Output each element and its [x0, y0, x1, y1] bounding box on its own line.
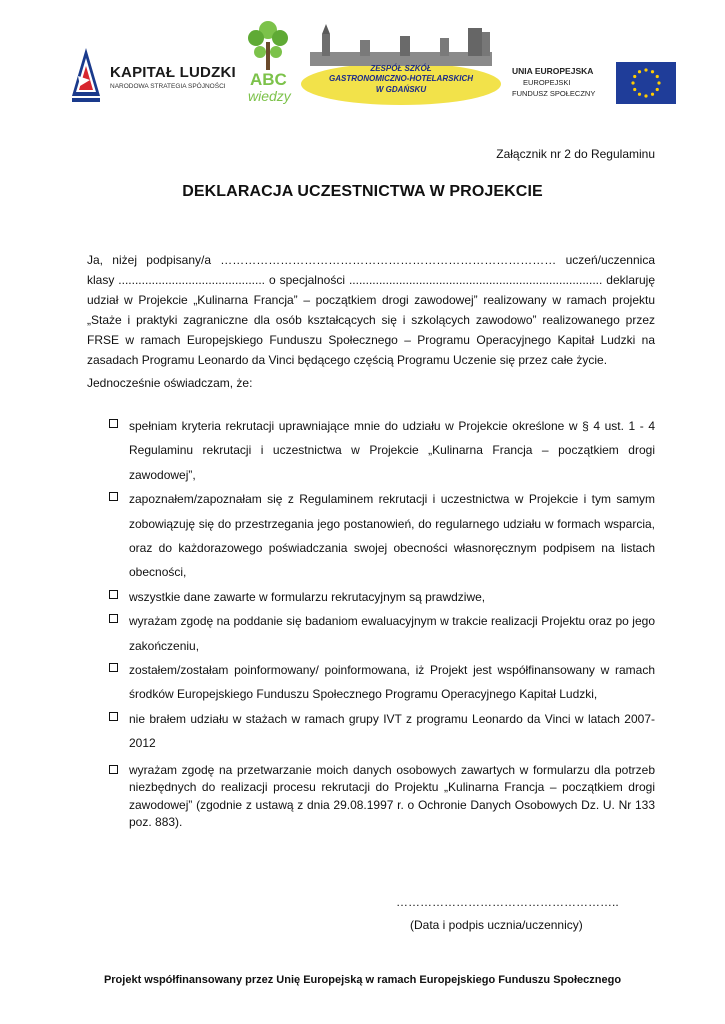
eu-star-icon [633, 75, 636, 78]
kapital-ludzki-logo [70, 46, 240, 106]
list-item [103, 609, 655, 658]
eu-star-icon [651, 70, 654, 73]
list-item [103, 487, 655, 585]
statement-lead: Jednocześnie oświadczam, że: [87, 376, 253, 390]
list-item [103, 762, 655, 832]
list-item-text: wyrażam zgodę na poddanie się badaniom ewaluacyjnym w trakcie realizacji Projektu oraz po jego zakończeniu, [129, 614, 655, 653]
list-item-text: spełniam kryteria rekrutacji uprawniające mnie do udziału w Projekcie określone w § 4 ust. 1 - 4 Regulaminu rekrutacji i uczestnictwa w Projekcie „Kulinarna Francja – początkiem drogi zawodowej”, [129, 419, 655, 482]
list-item [103, 414, 655, 487]
eu-star-icon [656, 75, 659, 78]
eu-line2: EUROPEJSKI [523, 78, 571, 87]
eu-star-icon [657, 81, 660, 84]
checkbox[interactable] [109, 590, 118, 599]
list-item-text: zapoznałem/zapoznałam się z Regulaminem rekrutacji i uczestnictwa w Projekcie i tym samym zobowiązuję się do przestrzegania jego postanowień, do regularnego udziału w formach wsparcia, oraz do każdorazowego poświadczania swojej obecności własnoręcznym podpisem na listach obecności, [129, 492, 655, 580]
abc-wiedzy-word: wiedzy [248, 88, 291, 104]
signature-label: (Data i podpis ucznia/uczennicy) [410, 918, 583, 932]
eu-star-icon [644, 94, 647, 97]
list-item [103, 658, 655, 707]
checkbox[interactable] [109, 663, 118, 672]
eu-star-icon [631, 81, 634, 84]
eu-star-icon [656, 88, 659, 91]
eu-star-icon [638, 93, 641, 96]
kapital-ludzki-mark [70, 46, 102, 104]
page-title: DEKLARACJA UCZESTNICTWA W PROJEKCIE [182, 183, 543, 200]
eu-star-icon [633, 88, 636, 91]
checkbox[interactable] [109, 614, 118, 623]
list-item-text: wszystkie dane zawarte w formularzu rekrutacyjnym są prawdziwe, [129, 589, 486, 604]
eu-line3: FUNDUSZ SPOŁECZNY [512, 89, 596, 98]
list-item [103, 707, 655, 756]
list-item-text: zostałem/zostałam poinformowany/ poinformowana, iż Projekt jest współfinansowany w ramach środków Europejskiego Funduszu Społecznego Programu Operacyjnego Kapitał Ludzki, [129, 663, 655, 702]
eu-logo [512, 60, 667, 106]
eu-flag-icon [616, 62, 676, 104]
eu-star-icon [644, 68, 647, 71]
eu-star-icon [638, 70, 641, 73]
checkbox[interactable] [109, 419, 118, 428]
list-item-text: nie brałem udziału w stażach w ramach grupy IVT z programu Leonardo da Vinci w latach 2007-2012 [129, 711, 655, 751]
eu-star-icon [651, 93, 654, 96]
header-logos [0, 0, 725, 120]
abc-wiedzy-logo [240, 18, 296, 106]
eu-line1: UNIA EUROPEJSKA [512, 66, 594, 76]
footer-note: Projekt współfinansowany przez Unię Europejską w ramach Europejskiego Funduszu Społecznego [103, 974, 622, 986]
abc-word: ABC [250, 70, 287, 89]
annex-label: Załącznik nr 2 do Regulaminu [496, 147, 655, 161]
tree-icon [240, 18, 296, 74]
school-name-line3: W GDAŃSKU [375, 85, 427, 94]
kapital-ludzki-title: KAPITAŁ LUDZKI [110, 64, 236, 81]
school-name-line1: ZESPÓŁ SZKÓŁ [370, 64, 432, 73]
list-item [103, 585, 655, 609]
kapital-ludzki-subtitle: NARODOWA STRATEGIA SPÓJNOŚCI [110, 83, 226, 90]
checkbox[interactable] [109, 712, 118, 721]
school-name-line2: GASTRONOMICZNO-HOTELARSKICH [329, 74, 473, 83]
declaration-paragraph: Ja, niżej podpisany/a ………………………………………………………………………… uczeń/uczennica klasy ............................................ o specjalności ............................................................................ deklaruję udział w Projekcie „Kulinarna Francja” – początkiem drogi zawodowej” realizowany w ramach projektu „Staże i praktyki zagraniczne dla osób kształcących się i szkolących zawodowo” realizowanego przez FRSE w ramach Europejskiego Funduszu Społecznego – Programu Operacyjnego Kapitał Ludzki na zasadach Programu Leonardo da Vinci będącego częścią Programu Uczenie się przez całe życie. [87, 253, 655, 367]
school-logo [300, 22, 502, 106]
signature-line: ……………………………………………….. [396, 895, 619, 909]
checkbox[interactable] [109, 765, 118, 774]
statement-list [103, 414, 655, 831]
list-item-text: wyrażam zgodę na przetwarzanie moich danych osobowych zawartych w formularzu dla potrzeb niezbędnych do realizacji procesu rekrutacji do Projektu „Kulinarna Francja – początkiem drogi zawodowej” (zgodnie z ustawą z dnia 29.08.1997 r. o Ochronie Danych Osobowych Dz. U. Nr 133 poz. 883). [129, 762, 655, 829]
checkbox[interactable] [109, 492, 118, 501]
